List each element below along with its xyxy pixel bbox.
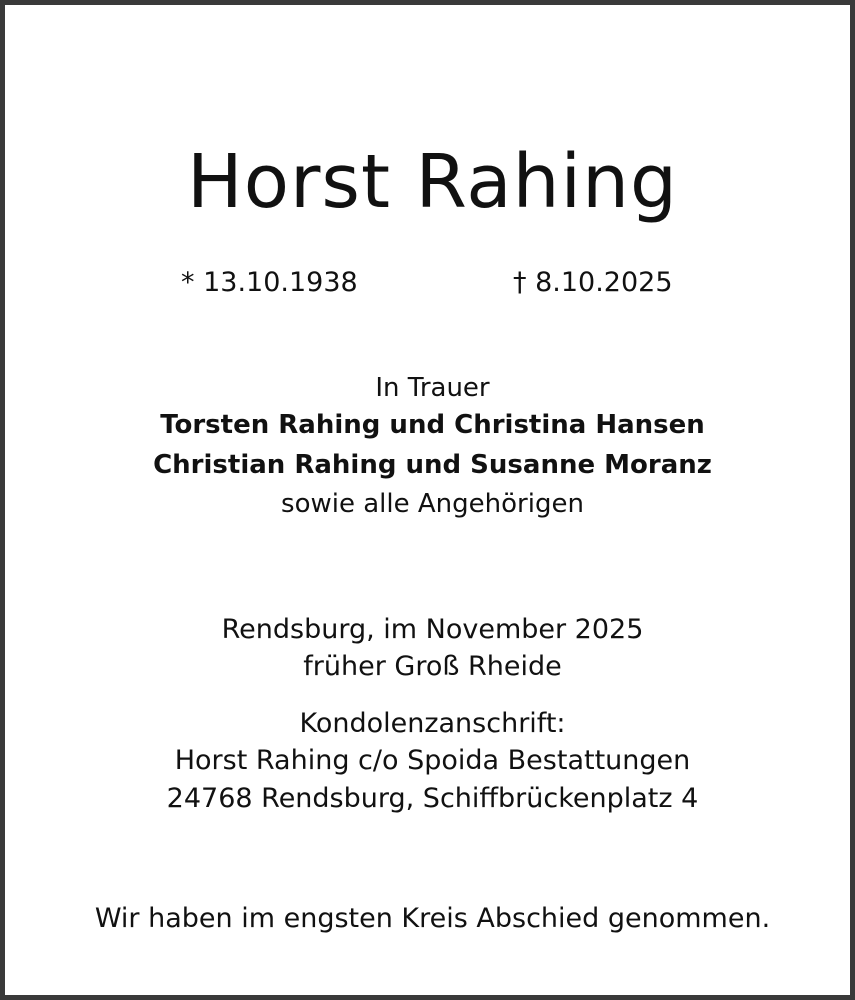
mourner-line: Christian Rahing und Susanne Moranz (153, 450, 712, 480)
condolence-address-line: 24768 Rendsburg, Schiffbrückenplatz 4 (166, 783, 699, 814)
former-place: früher Groß Rheide (303, 651, 562, 682)
deceased-name: Horst Rahing (187, 139, 678, 225)
birth-date: * 13.10.1938 (181, 267, 358, 298)
mourner-line: Torsten Rahing und Christina Hansen (160, 410, 705, 440)
place-date: Rendsburg, im November 2025 (221, 614, 644, 645)
closing-statement: Wir haben im engsten Kreis Abschied genommen. (94, 903, 771, 934)
relatives-line: sowie alle Angehörigen (281, 489, 584, 519)
death-date: † 8.10.2025 (513, 267, 673, 298)
mourning-intro: In Trauer (375, 373, 490, 403)
condolence-label: Kondolenzanschrift: (299, 708, 566, 739)
condolence-address-line: Horst Rahing c/o Spoida Bestattungen (174, 745, 691, 776)
